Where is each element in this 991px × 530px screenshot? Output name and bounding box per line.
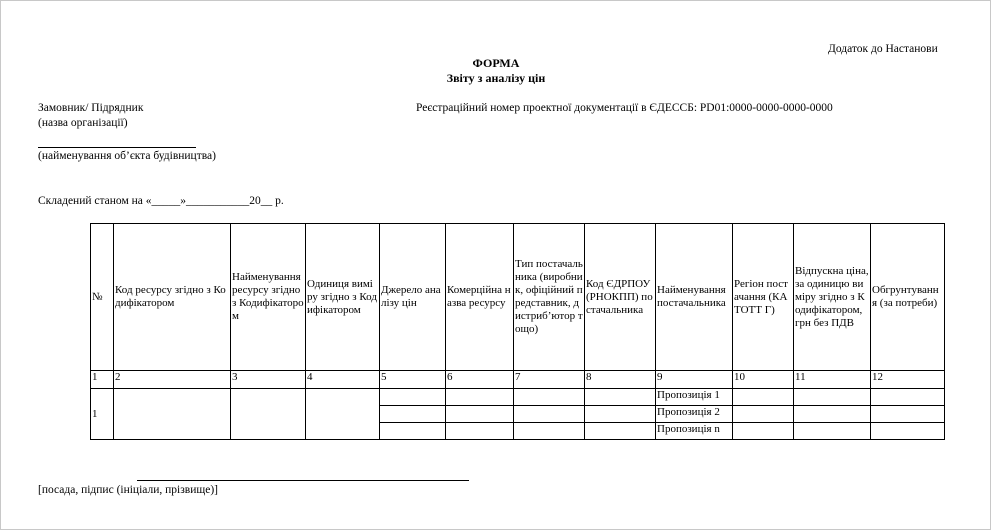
header-cell: Тип постачальника (виробник, офіційний представник, дистриб’ютор тощо): [514, 224, 585, 371]
empty-cell: [380, 389, 446, 406]
empty-cell: [733, 406, 794, 423]
column-number: 2: [114, 371, 231, 389]
object-name-hint: (найменування об’єкта будівництва): [38, 150, 216, 162]
empty-cell: [794, 423, 871, 440]
form-title: ФОРМА: [472, 56, 520, 70]
empty-cell: [871, 406, 945, 423]
compiled-date: Складений станом на «_____»___________20__ р.: [38, 195, 284, 207]
proposal-label: Пропозиція n: [656, 423, 733, 440]
empty-cell: [114, 389, 231, 440]
column-number: 5: [380, 371, 446, 389]
header-cell: №: [91, 224, 114, 371]
annex-label: Додаток до Настанови: [828, 43, 938, 55]
signature-hint: [посада, підпис (ініціали, прізвище)]: [38, 484, 218, 496]
column-number: 1: [91, 371, 114, 389]
empty-cell: [446, 389, 514, 406]
empty-cell: [871, 423, 945, 440]
signature-underline: [137, 480, 469, 481]
empty-cell: [231, 389, 306, 440]
column-number: 8: [585, 371, 656, 389]
column-number: 7: [514, 371, 585, 389]
column-number: 10: [733, 371, 794, 389]
empty-cell: [585, 406, 656, 423]
registration-number: Реєстраційний номер проектної документації в ЄДЕССБ: PD01:0000-0000-0000-0000: [416, 102, 833, 114]
org-name-hint: (назва організації): [38, 117, 128, 129]
header-cell: Регіон постачання (КАТОТТ Г): [733, 224, 794, 371]
empty-cell: [585, 389, 656, 406]
column-number: 11: [794, 371, 871, 389]
empty-cell: [380, 423, 446, 440]
column-number: 6: [446, 371, 514, 389]
object-name-underline: [38, 147, 196, 148]
column-number-row: [91, 371, 945, 389]
column-number: 12: [871, 371, 945, 389]
empty-cell: [733, 389, 794, 406]
header-cell: Джерело аналізу цін: [380, 224, 446, 371]
column-number: 4: [306, 371, 380, 389]
row-number: 1: [91, 389, 114, 440]
proposal-label: Пропозиція 1: [656, 389, 733, 406]
empty-cell: [514, 423, 585, 440]
form-subtitle: Звіту з аналізу цін: [446, 71, 546, 85]
header-cell: Код ЄДРПОУ (РНОКПП) постачальника: [585, 224, 656, 371]
empty-cell: [514, 389, 585, 406]
empty-cell: [585, 423, 656, 440]
header-cell: Комерційна назва ресурсу: [446, 224, 514, 371]
header-cell: Код ресурсу згідно з Кодифікатором: [114, 224, 231, 371]
customer-label: Замовник/ Підрядник: [38, 102, 144, 114]
column-number: 9: [656, 371, 733, 389]
header-cell: Найменування постачальника: [656, 224, 733, 371]
table-row: [91, 389, 945, 406]
proposal-label: Пропозиція 2: [656, 406, 733, 423]
empty-cell: [733, 423, 794, 440]
empty-cell: [306, 389, 380, 440]
price-analysis-table: [90, 223, 945, 440]
empty-cell: [514, 406, 585, 423]
empty-cell: [446, 406, 514, 423]
header-row: [91, 224, 945, 371]
column-number: 3: [231, 371, 306, 389]
empty-cell: [380, 406, 446, 423]
empty-cell: [794, 406, 871, 423]
empty-cell: [794, 389, 871, 406]
header-cell: Обгрунтування (за потреби): [871, 224, 945, 371]
header-cell: Відпускна ціна, за одиницю виміру згідно з Кодифікатором, грн без ПДВ: [794, 224, 871, 371]
header-cell: Найменування ресурсу згідно з Кодифікатором: [231, 224, 306, 371]
header-cell: Одиниця виміру згідно з Кодифікатором: [306, 224, 380, 371]
empty-cell: [446, 423, 514, 440]
empty-cell: [871, 389, 945, 406]
